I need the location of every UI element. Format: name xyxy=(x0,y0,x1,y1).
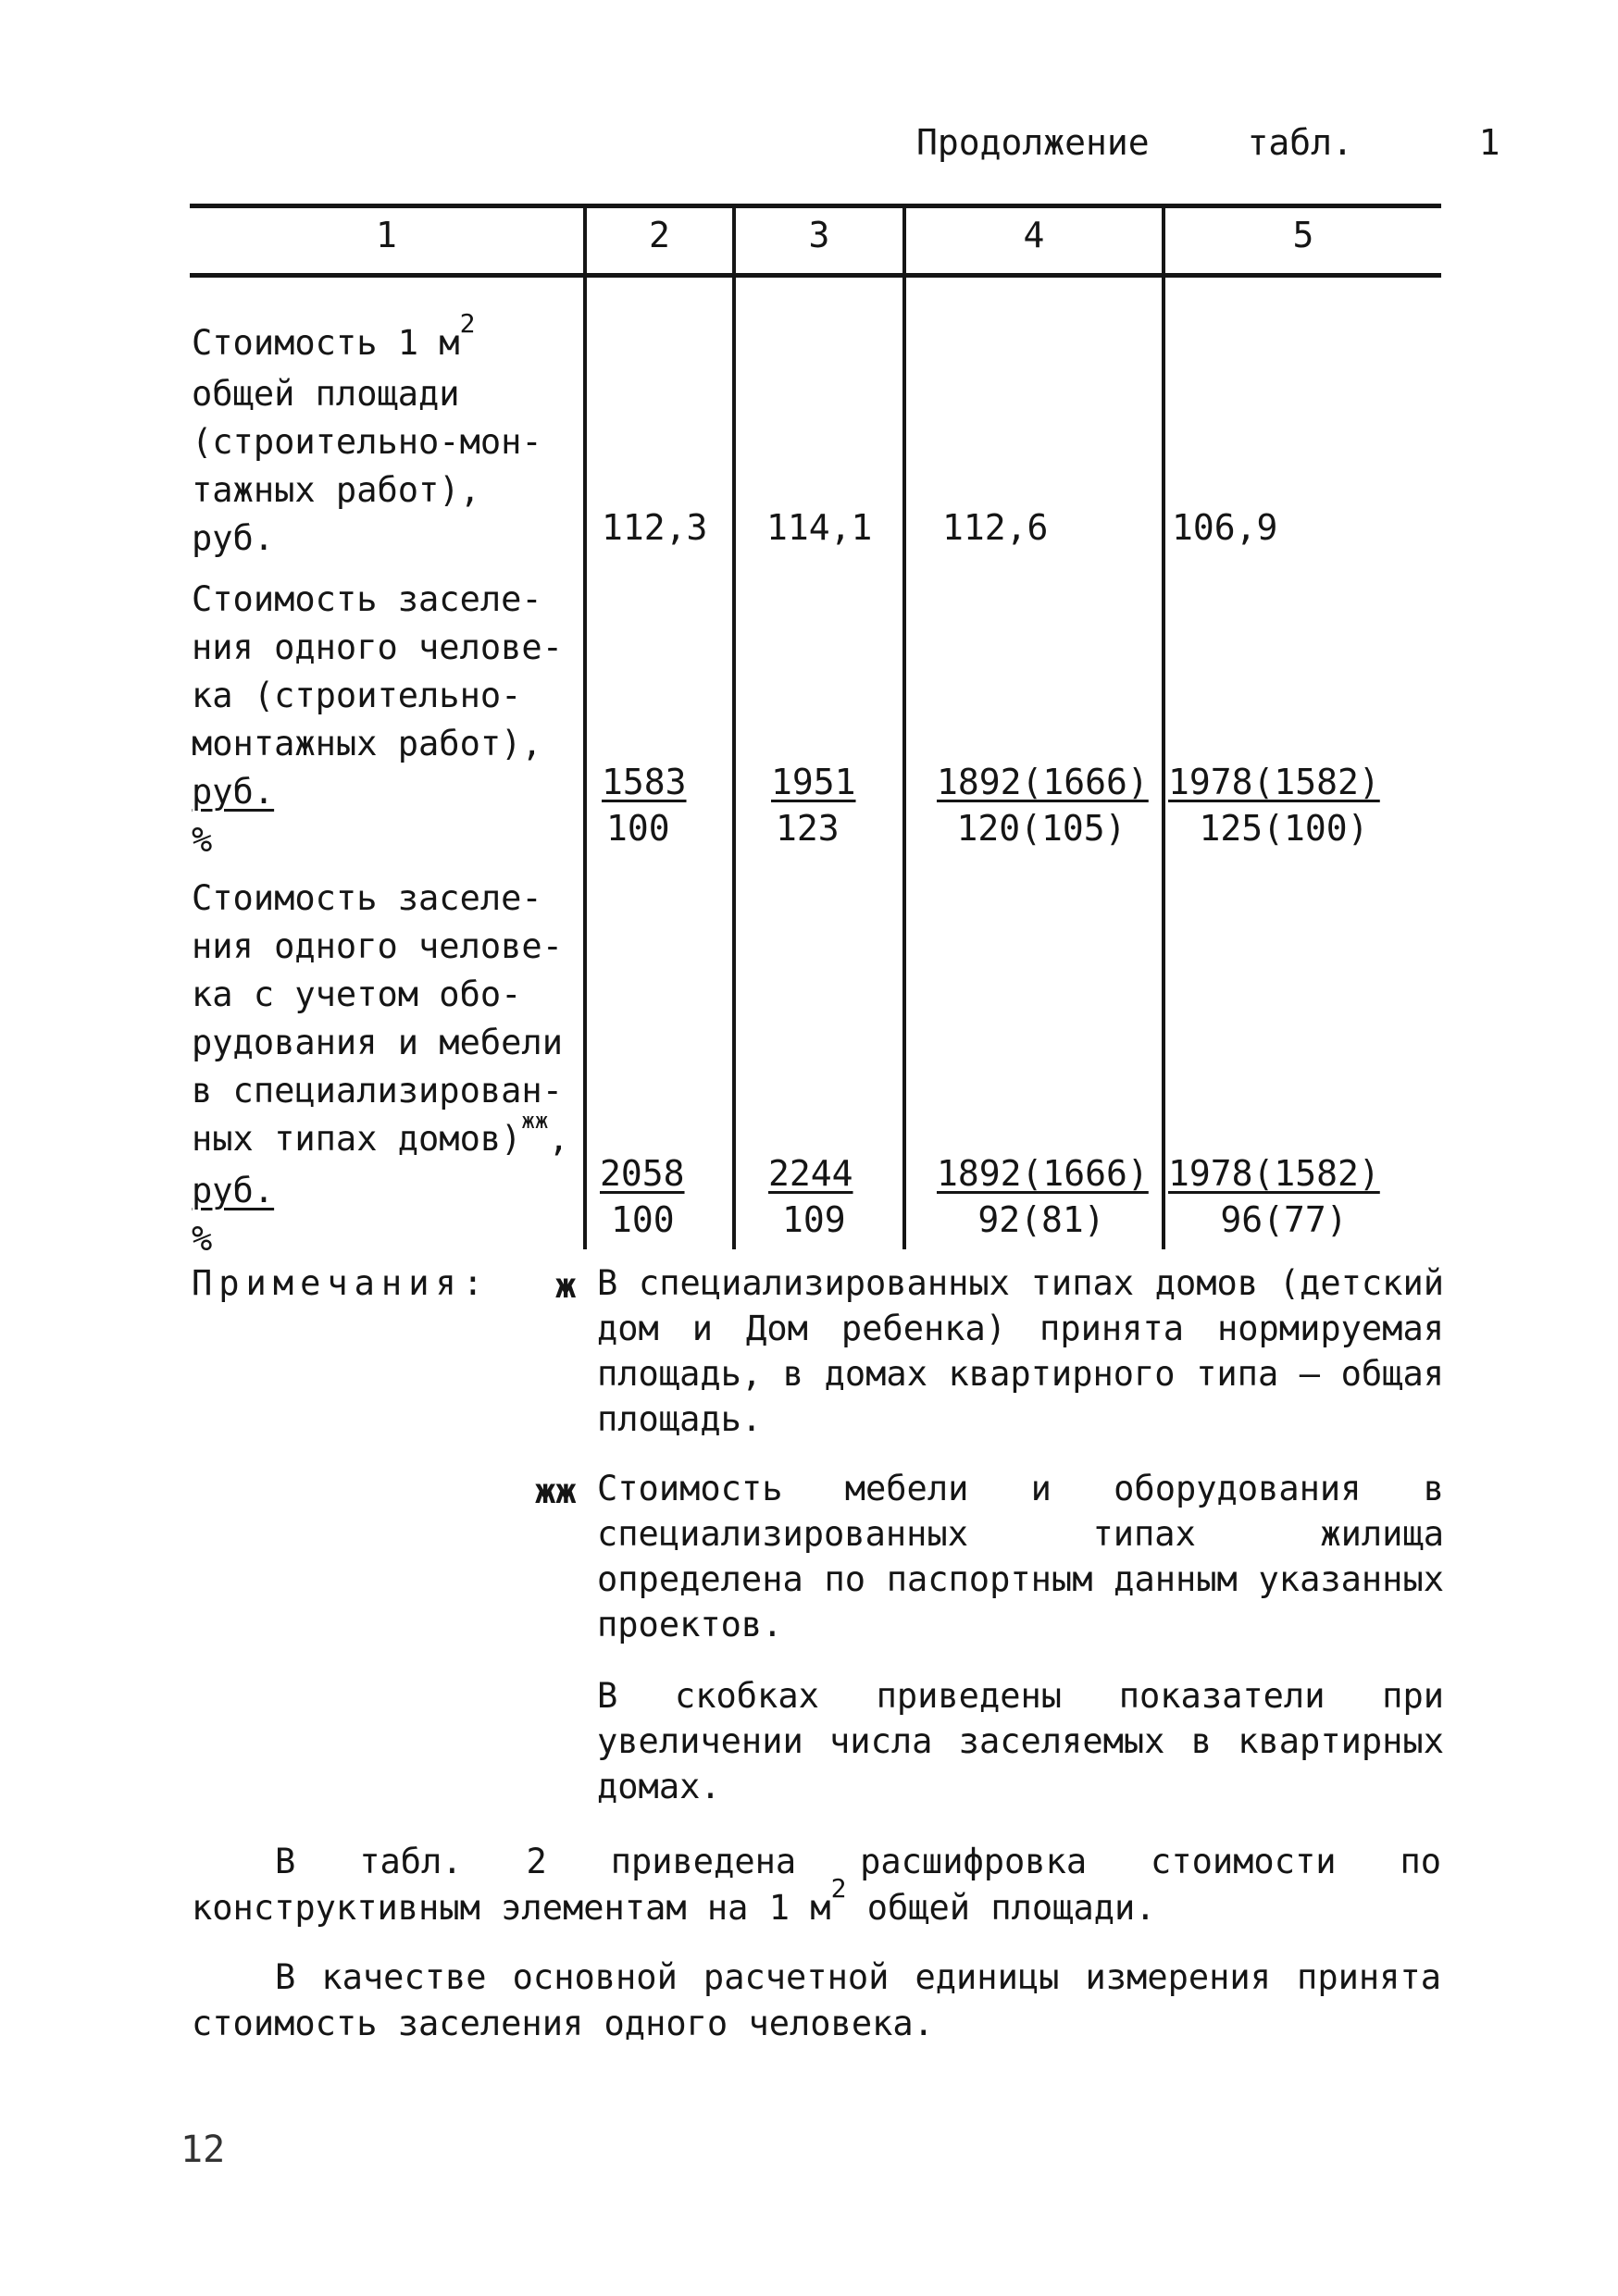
cell-value: 114,1 xyxy=(766,507,873,548)
column-header: 2 xyxy=(649,215,670,255)
cell-value-top: 2244 xyxy=(768,1153,853,1194)
cell-value-top: 1892(1666) xyxy=(937,762,1149,802)
cell-value: 106,9 xyxy=(1172,507,1278,548)
row-label xyxy=(192,875,569,1263)
row-label-line: тажных работ), xyxy=(192,470,480,510)
row-label-line: % xyxy=(192,1219,213,1259)
cell-value-top: 2058 xyxy=(600,1153,685,1194)
column-header: 3 xyxy=(808,215,830,255)
cell-value-bottom: 92(81) xyxy=(977,1199,1105,1240)
row-label-unit: руб. xyxy=(192,772,275,812)
row-label-line: Стоимость заселе- xyxy=(192,878,542,918)
row-label-line: % xyxy=(192,820,213,860)
notes-title: Примечания: xyxy=(192,1263,491,1303)
row-label xyxy=(192,576,563,864)
row-label-line: общей площади xyxy=(192,374,460,414)
cell-value-top: 1951 xyxy=(771,762,856,802)
header-table-number: 1 xyxy=(1478,122,1500,163)
cell-value: 112,6 xyxy=(942,507,1049,548)
table-top-rule xyxy=(190,204,1441,208)
column-header: 1 xyxy=(376,215,397,255)
row-label-line: рудования и мебели xyxy=(192,1023,563,1062)
row-label-unit: руб. xyxy=(192,1171,275,1210)
row-label-line: Стоимость заселе- xyxy=(192,579,542,619)
cell-value: 112,3 xyxy=(602,507,708,548)
superscript: 2 xyxy=(459,308,476,339)
body-text: В табл. 2 приведена расшифровка стоимости по конструктивным элементам на 1 м xyxy=(192,1842,1441,1928)
note-text: Стоимость мебели и оборудования в специализированных типах жилища определена по паспортным данным указанных проектов. xyxy=(597,1469,1444,1644)
footnote-mark: жж xyxy=(521,1108,549,1134)
note-text: В скобках приведены показатели при увеличении числа заселяемых в квартирных домах. xyxy=(597,1676,1444,1806)
header-prefix: Продолжение xyxy=(916,122,1150,163)
row-label-line: монтажных работ), xyxy=(192,724,542,763)
header-label: табл. xyxy=(1247,122,1353,163)
cell-value-bottom: 123 xyxy=(776,808,840,849)
cell-value-bottom: 120(105) xyxy=(956,808,1126,849)
superscript: 2 xyxy=(830,1873,847,1904)
row-label-line: руб. xyxy=(192,518,275,558)
column-header: 4 xyxy=(1023,215,1045,255)
row-label-line: ния одного челове- xyxy=(192,627,563,667)
row-label-line: в специализирован- xyxy=(192,1071,563,1111)
page-number: 12 xyxy=(180,2128,226,2171)
table-header-rule xyxy=(190,273,1441,278)
cell-value-bottom: 109 xyxy=(782,1199,846,1240)
row-label-line: ка (строительно- xyxy=(192,676,522,715)
cell-value-bottom: 125(100) xyxy=(1199,808,1369,849)
column-divider xyxy=(1162,205,1165,1249)
cell-value-bottom: 96(77) xyxy=(1220,1199,1348,1240)
cell-value-top: 1978(1582) xyxy=(1168,762,1380,802)
note-text: В специализированных типах домов (детский дом и Дом ребенка) принята нормируемая площадь, в домах квартирного типа – общая площадь. xyxy=(597,1263,1444,1439)
cell-value-top: 1978(1582) xyxy=(1168,1153,1380,1194)
row-label-line: (строительно-мон- xyxy=(192,422,542,462)
column-header: 5 xyxy=(1292,215,1314,255)
row-label-line: ка с учетом обо- xyxy=(192,974,522,1014)
cell-value-bottom: 100 xyxy=(611,1199,675,1240)
body-text: общей площади. xyxy=(846,1888,1156,1928)
column-divider xyxy=(583,205,587,1249)
cell-value-bottom: 100 xyxy=(606,808,670,849)
body-paragraph: В качестве основной расчетной единицы измерения принята стоимость заселения одного человека. xyxy=(192,1957,1441,2043)
row-label-line: Стоимость 1 м xyxy=(192,323,460,363)
row-label xyxy=(192,308,542,563)
body-paragraph xyxy=(192,1839,1441,1934)
column-divider xyxy=(732,205,736,1249)
row-label-comma: , xyxy=(548,1119,569,1159)
footnote-mark: жж xyxy=(535,1471,577,1511)
continuation-header xyxy=(916,122,1500,163)
row-label-line: ния одного челове- xyxy=(192,926,563,966)
row-label-line: ных типах домов) xyxy=(192,1119,522,1159)
cell-value-top: 1583 xyxy=(602,762,687,802)
column-divider xyxy=(902,205,906,1249)
footnote-mark: ж xyxy=(555,1266,577,1306)
cell-value-top: 1892(1666) xyxy=(937,1153,1149,1194)
